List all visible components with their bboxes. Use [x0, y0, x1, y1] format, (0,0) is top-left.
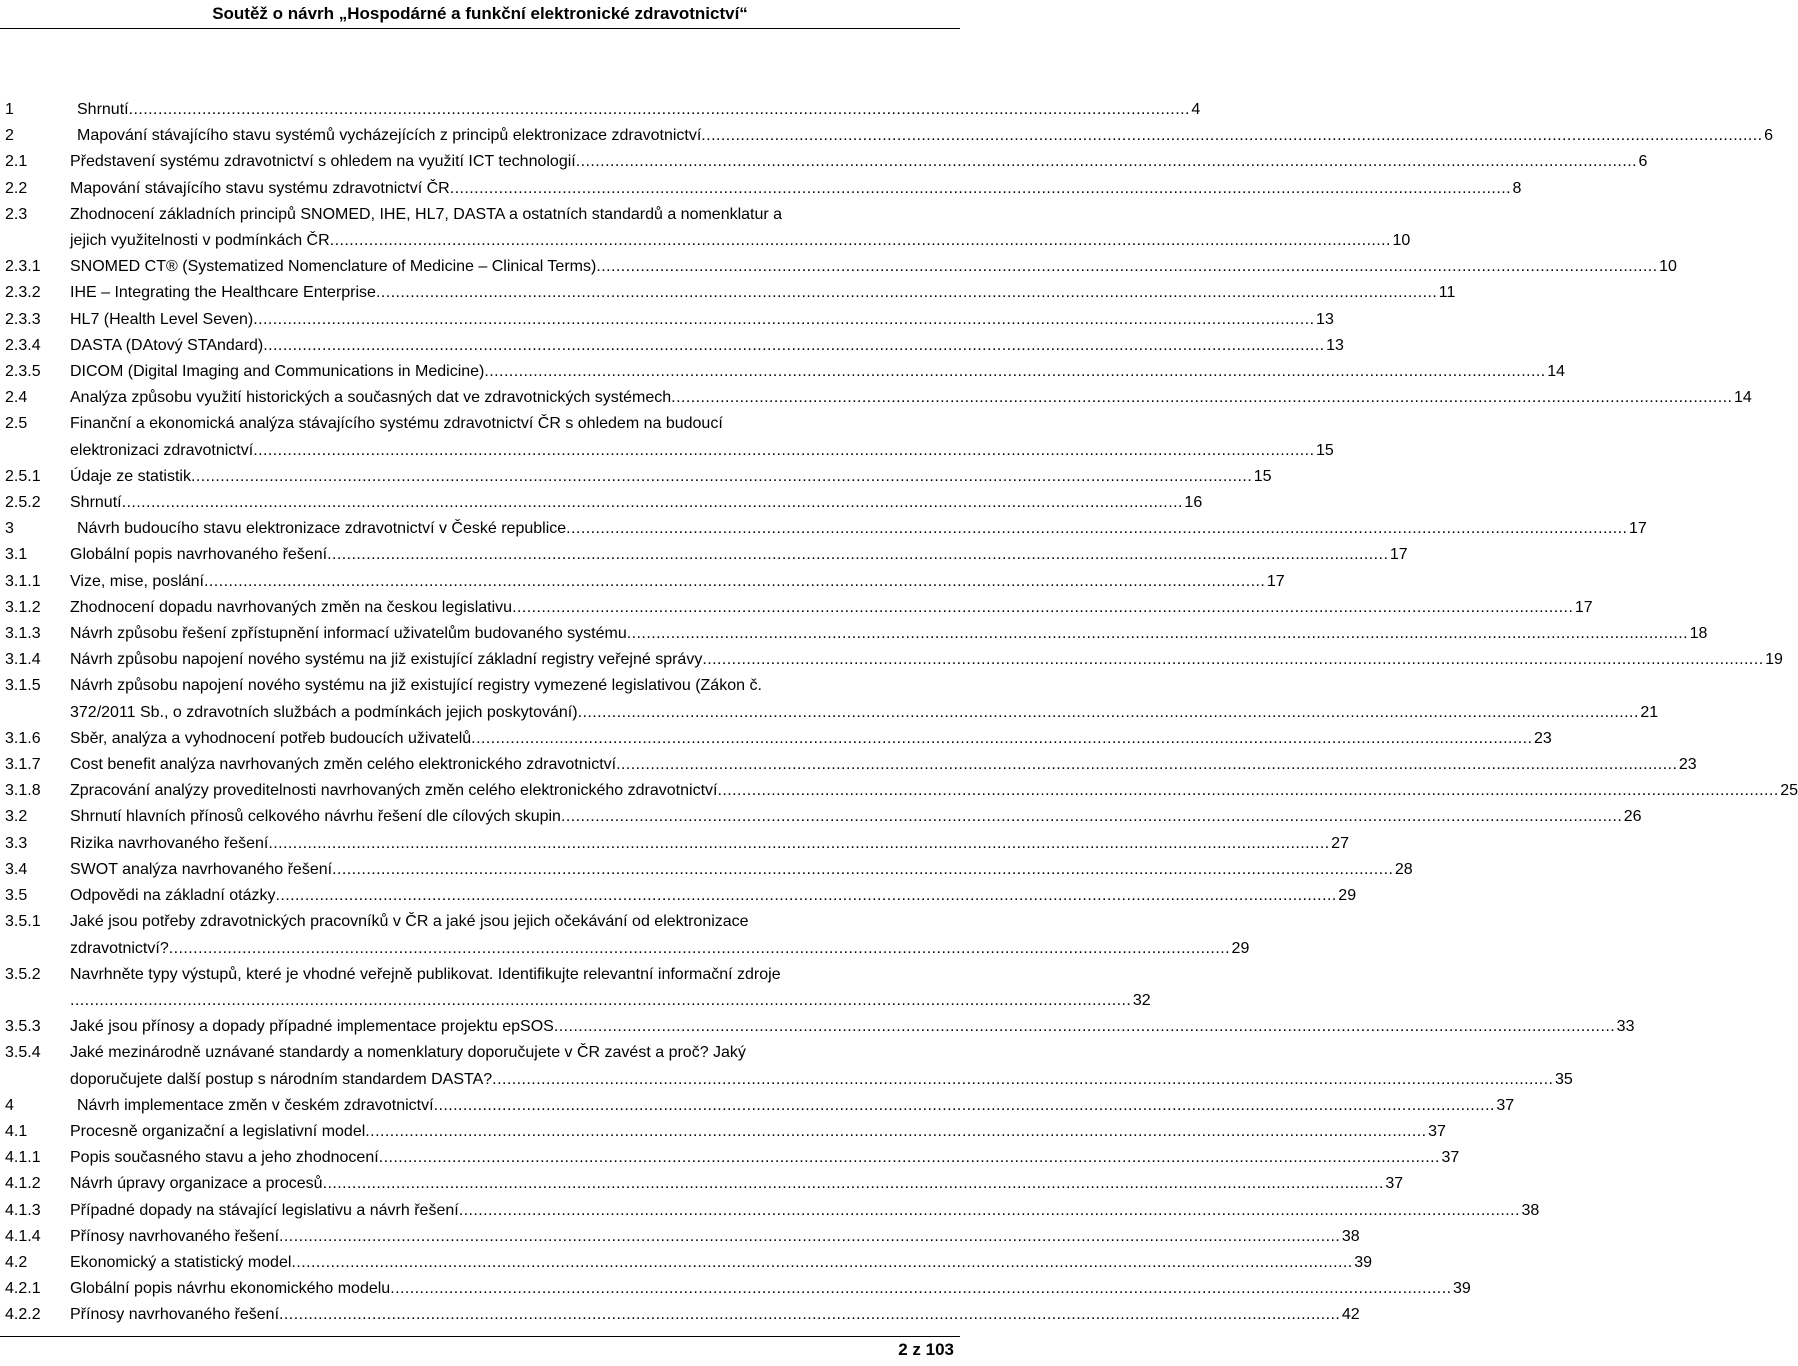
toc-entry-page: 8 — [1512, 179, 1522, 197]
toc-entry-number: 4.1.4 — [5, 1227, 41, 1245]
toc-entry[interactable] — [0, 621, 1708, 647]
toc-entry-number: 3.1.8 — [5, 782, 41, 800]
toc-entry-number: 4.2.2 — [5, 1306, 41, 1324]
toc-entry-page: 39 — [1354, 1253, 1373, 1271]
toc-entry[interactable] — [0, 726, 1552, 752]
toc-entry-number: 2.3 — [5, 205, 28, 223]
toc-entry-number: 2.3.4 — [5, 336, 41, 354]
header-divider — [0, 28, 960, 29]
toc-leader-dots — [253, 438, 1312, 464]
toc-leader-dots — [376, 280, 1435, 306]
toc-entry-page: 29 — [1231, 939, 1250, 957]
toc-entry-page: 23 — [1534, 729, 1552, 747]
table-of-contents — [0, 97, 1798, 1329]
toc-leader-dots — [561, 804, 1620, 830]
toc-entry-title: Ekonomický a statistický model — [70, 1253, 292, 1271]
toc-entry-title: Mapování stávajícího stavu systému zdravotnictví ČR — [70, 179, 450, 197]
toc-entry-title: Přínosy navrhovaného řešení — [70, 1306, 280, 1324]
toc-entry-page: 37 — [1441, 1149, 1460, 1167]
toc-entry-line — [70, 254, 1677, 280]
toc-entry[interactable] — [0, 307, 1334, 333]
toc-entry-title: Sběr, analýza a vyhodnocení potřeb budoucích uživatelů — [70, 729, 472, 747]
toc-entry[interactable] — [0, 883, 1357, 909]
toc-entry-number: 3.2 — [5, 808, 28, 826]
toc-entry[interactable] — [0, 516, 1647, 542]
toc-entry-title: 372/2011 Sb., o zdravotních službách a podmínkách jejich poskytování) — [70, 703, 578, 721]
toc-entry-title-first-line: Jaké jsou potřeby zdravotnických pracovníků v ČR a jaké jsou jejich očekávání od elektronizace — [70, 913, 749, 931]
toc-entry[interactable] — [0, 464, 1272, 490]
toc-leader-dots — [122, 490, 1181, 516]
toc-entry-title: Analýza způsobu využití historických a současných dat ve zdravotnických systémech — [70, 389, 672, 407]
toc-leader-dots — [566, 516, 1625, 542]
toc-entry-number: 4.1.3 — [5, 1201, 41, 1219]
toc-leader-dots — [717, 778, 1776, 804]
toc-entry-page: 42 — [1341, 1306, 1360, 1324]
toc-entry[interactable] — [0, 542, 1408, 568]
toc-entry-title: Přínosy navrhovaného řešení — [70, 1227, 280, 1245]
toc-entry[interactable] — [0, 1014, 1635, 1040]
toc-entry-page: 28 — [1394, 860, 1413, 878]
toc-entry-title: Procesně organizační a legislativní model — [70, 1122, 366, 1140]
toc-leader-dots — [596, 254, 1655, 280]
toc-entry-title: Mapování stávajícího stavu systémů vycházejících z principů elektronizace zdravotnictví — [77, 127, 702, 145]
toc-leader-dots — [191, 464, 1250, 490]
toc-entry-number: 2 — [5, 127, 14, 145]
toc-entry-page: 6 — [1764, 127, 1774, 145]
toc-entry-page: 17 — [1574, 598, 1593, 616]
toc-entry-number: 4 — [5, 1096, 14, 1114]
toc-entry-line — [70, 176, 1522, 202]
toc-entry-title: SWOT analýza navrhovaného řešení — [70, 860, 333, 878]
toc-entry-line — [70, 307, 1334, 333]
toc-entry-page: 10 — [1392, 232, 1411, 250]
toc-leader-dots — [616, 752, 1675, 778]
page-header-title: Soutěž o návrh „Hospodárné a funkční elektronické zdravotnictví“ — [212, 4, 748, 23]
toc-entry[interactable] — [0, 1171, 1404, 1197]
toc-entry-page: 26 — [1623, 808, 1642, 826]
toc-entry-line — [77, 516, 1647, 542]
toc-entry-line — [70, 700, 1659, 726]
toc-entry-line — [70, 1014, 1635, 1040]
toc-entry-line — [70, 149, 1648, 175]
footer-divider — [0, 1336, 960, 1337]
toc-entry[interactable] — [0, 647, 1783, 673]
toc-entry-line — [70, 1302, 1360, 1328]
toc-entry-number: 2.4 — [5, 389, 28, 407]
toc-entry-page: 11 — [1438, 284, 1456, 302]
toc-entry-title: doporučujete další postup s národním standardem DASTA? — [70, 1070, 493, 1088]
toc-entry[interactable] — [0, 1040, 1573, 1092]
toc-entry[interactable] — [0, 333, 1344, 359]
toc-entry-line — [70, 464, 1272, 490]
toc-entry-line — [77, 1093, 1515, 1119]
toc-leader-dots — [554, 1014, 1613, 1040]
toc-entry-title-first-line: Návrh způsobu napojení nového systému na již existující registry vymezené legislativou (Zákon č. — [70, 677, 762, 695]
toc-entry-page: 4 — [1191, 101, 1201, 118]
toc-entry-number: 2.2 — [5, 179, 28, 197]
toc-entry-title: jejich využitelnosti v podmínkách ČR — [70, 232, 330, 250]
toc-entry-page: 38 — [1341, 1227, 1360, 1245]
toc-entry-number: 3 — [5, 520, 14, 538]
toc-entry[interactable] — [0, 804, 1642, 830]
toc-leader-dots — [169, 936, 1228, 962]
toc-entry-line — [70, 1067, 1573, 1093]
toc-entry-title: Shrnutí — [70, 494, 122, 512]
toc-entry[interactable] — [0, 123, 1774, 149]
toc-leader-dots — [279, 1224, 1338, 1250]
toc-entry-number: 3.1.4 — [5, 651, 41, 669]
toc-entry[interactable] — [0, 359, 1565, 385]
toc-entry-line — [70, 647, 1783, 673]
toc-entry-line — [70, 831, 1349, 857]
toc-entry-title: Návrh způsobu řešení zpřístupnění informací uživatelům budovaného systému — [70, 625, 627, 643]
toc-leader-dots — [253, 307, 1312, 333]
toc-entry-line — [70, 857, 1413, 883]
toc-entry-line — [70, 726, 1552, 752]
toc-entry-title: SNOMED CT® (Systematized Nomenclature of Medicine – Clinical Terms) — [70, 258, 597, 276]
toc-entry-page: 35 — [1555, 1070, 1573, 1088]
toc-entry-page: 37 — [1496, 1096, 1515, 1114]
toc-leader-dots — [327, 542, 1386, 568]
toc-leader-dots — [459, 1198, 1518, 1224]
toc-entry-line — [77, 123, 1774, 149]
toc-leader-dots — [471, 726, 1530, 752]
toc-entry-page: 19 — [1765, 651, 1783, 669]
toc-entry-number: 3.1.7 — [5, 756, 41, 774]
toc-entry-page: 10 — [1659, 258, 1677, 276]
toc-entry-page: 6 — [1638, 153, 1648, 171]
toc-leader-dots — [204, 569, 1263, 595]
toc-leader-dots — [484, 359, 1543, 385]
toc-entry[interactable] — [0, 857, 1413, 883]
toc-entry-line — [70, 621, 1708, 647]
toc-entry-number: 3.5.3 — [5, 1018, 41, 1036]
toc-entry-number: 4.2.1 — [5, 1280, 41, 1298]
toc-entry[interactable] — [0, 1302, 1360, 1328]
toc-entry-line — [70, 988, 1151, 1014]
toc-entry-page: 18 — [1689, 625, 1708, 643]
toc-entry-number: 3.1.2 — [5, 598, 41, 616]
toc-entry-line — [70, 1198, 1540, 1224]
toc-entry-number: 2.3.2 — [5, 284, 41, 302]
toc-leader-dots — [279, 1302, 1338, 1328]
toc-entry-line — [70, 359, 1565, 385]
toc-entry-page: 17 — [1628, 520, 1647, 538]
toc-leader-dots — [492, 1067, 1551, 1093]
toc-entry-number: 4.1 — [5, 1122, 28, 1140]
toc-entry-number: 2.5.2 — [5, 494, 41, 512]
toc-entry-title: DICOM (Digital Imaging and Communications in Medicine) — [70, 363, 485, 381]
toc-entry-title: Odpovědi na základní otázky — [70, 887, 276, 905]
toc-entry-title: Vize, mise, poslání — [70, 572, 204, 590]
toc-entry[interactable] — [0, 280, 1456, 306]
toc-entry-page: 13 — [1326, 336, 1344, 354]
toc-entry-page: 17 — [1266, 572, 1285, 590]
toc-entry[interactable] — [0, 673, 1659, 725]
toc-entry-title: Shrnutí hlavních přínosů celkového návrhu řešení dle cílových skupin — [70, 808, 561, 826]
toc-entry-line — [70, 804, 1642, 830]
toc-entry[interactable] — [0, 411, 1334, 463]
toc-entry-number: 2.5 — [5, 415, 28, 433]
toc-entry-page: 15 — [1316, 441, 1334, 459]
toc-entry-page: 23 — [1678, 756, 1697, 774]
toc-entry-title-first-line: Finanční a ekonomická analýza stávajícího systému zdravotnictví ČR s ohledem na budoucí — [70, 415, 723, 433]
toc-entry-line — [70, 778, 1798, 804]
toc-entry-number: 2.5.1 — [5, 467, 41, 485]
toc-entry[interactable] — [0, 1250, 1373, 1276]
toc-entry-line — [70, 542, 1408, 568]
toc-entry[interactable] — [0, 254, 1677, 280]
toc-leader-dots — [701, 123, 1760, 149]
toc-entry-line — [70, 752, 1697, 778]
toc-entry-title-first-line: Jaké mezinárodně uznávané standardy a nomenklatury doporučujete v ČR zavést a proč? Jaký — [70, 1044, 746, 1062]
toc-leader-dots — [379, 1145, 1438, 1171]
toc-entry-title: Cost benefit analýza navrhovaných změn celého elektronického zdravotnictví — [70, 756, 617, 774]
toc-entry-title: Návrh implementace změn v českém zdravotnictví — [77, 1096, 434, 1114]
toc-entry-title: Globální popis návrhu ekonomického modelu — [70, 1280, 391, 1298]
page-number: 2 z 103 — [898, 1340, 954, 1359]
toc-entry-line — [70, 569, 1285, 595]
toc-entry-number: 3.1.1 — [5, 572, 41, 590]
toc-entry[interactable] — [0, 1224, 1360, 1250]
toc-leader-dots — [129, 97, 1188, 123]
toc-entry-line — [70, 1250, 1373, 1276]
toc-leader-dots — [450, 176, 1509, 202]
toc-entry-number: 3.1 — [5, 546, 28, 564]
toc-entry-number: 3.1.3 — [5, 625, 41, 643]
toc-leader-dots — [702, 647, 1761, 673]
toc-entry-title: Představení systému zdravotnictví s ohledem na využití ICT technologií — [70, 153, 576, 171]
toc-leader-dots — [578, 700, 1637, 726]
toc-entry-page: 14 — [1734, 389, 1752, 407]
toc-entry-title: Návrh úpravy organizace a procesů — [70, 1175, 323, 1193]
toc-entry-page: 25 — [1780, 782, 1798, 800]
toc-leader-dots — [263, 333, 1322, 359]
toc-entry-number: 3.5.2 — [5, 965, 41, 983]
toc-entry-title: zdravotnictví? — [70, 939, 169, 957]
toc-entry-page: 32 — [1132, 991, 1151, 1009]
toc-entry-title: DASTA (DAtový STAndard) — [70, 336, 264, 354]
toc-leader-dots — [390, 1276, 1449, 1302]
toc-entry-page: 14 — [1547, 363, 1565, 381]
toc-entry-line — [70, 438, 1334, 464]
toc-entry[interactable] — [0, 962, 1151, 1014]
toc-entry[interactable] — [0, 1145, 1460, 1171]
toc-entry[interactable] — [0, 1119, 1446, 1145]
toc-leader-dots — [576, 149, 1635, 175]
toc-entry-title: Popis současného stavu a jeho zhodnocení — [70, 1149, 379, 1167]
toc-entry-title-first-line: Zhodnocení základních principů SNOMED, IHE, HL7, DASTA a ostatních standardů a nomenklatur a — [70, 205, 783, 223]
toc-entry-title: HL7 (Health Level Seven) — [70, 310, 254, 328]
toc-entry-number: 3.3 — [5, 834, 28, 852]
toc-entry-number: 3.4 — [5, 860, 28, 878]
toc-entry-title: Shrnutí — [77, 101, 129, 118]
toc-entry-page: 17 — [1389, 546, 1408, 564]
toc-entry-page: 27 — [1331, 834, 1349, 852]
toc-entry[interactable] — [0, 595, 1593, 621]
toc-entry[interactable] — [0, 202, 1411, 254]
toc-entry-page: 29 — [1338, 887, 1357, 905]
toc-leader-dots — [275, 883, 1334, 909]
toc-entry-title: Rizika navrhovaného řešení — [70, 834, 269, 852]
toc-entry-title: elektronizaci zdravotnictví — [70, 441, 254, 459]
toc-entry-line — [70, 595, 1593, 621]
toc-entry-line — [70, 883, 1357, 909]
toc-entry-page: 21 — [1640, 703, 1659, 721]
toc-entry-number: 4.1.2 — [5, 1175, 41, 1193]
toc-entry[interactable] — [0, 752, 1697, 778]
toc-entry-line — [77, 97, 1201, 123]
toc-entry-title: Jaké jsou přínosy a dopady případné implementace projektu epSOS — [70, 1018, 554, 1036]
toc-leader-dots — [627, 621, 1686, 647]
toc-entry-title: Zpracování analýzy proveditelnosti navrhovaných změn celého elektronického zdravotnictví — [70, 782, 718, 800]
toc-leader-dots — [291, 1250, 1350, 1276]
toc-entry-number: 2.3.1 — [5, 258, 41, 276]
toc-entry-number: 3.1.5 — [5, 677, 41, 695]
toc-entry-page: 37 — [1385, 1175, 1404, 1193]
toc-entry-number: 3.5 — [5, 887, 28, 905]
toc-entry-page: 37 — [1428, 1122, 1446, 1140]
toc-leader-dots — [330, 228, 1389, 254]
toc-entry-line — [70, 936, 1250, 962]
toc-entry-number: 3.1.6 — [5, 729, 41, 747]
toc-entry-number: 2.3.3 — [5, 310, 41, 328]
toc-entry-line — [70, 1119, 1446, 1145]
toc-entry[interactable] — [0, 831, 1349, 857]
toc-entry[interactable] — [0, 909, 1250, 961]
toc-entry-title: Údaje ze statistik — [70, 467, 191, 485]
toc-entry-title: Návrh budoucího stavu elektronizace zdravotnictví v České republice — [77, 520, 567, 538]
toc-entry-page: 33 — [1616, 1018, 1635, 1036]
toc-entry-page: 15 — [1253, 467, 1272, 485]
toc-entry-number: 2.1 — [5, 153, 28, 171]
toc-entry-title: Zhodnocení dopadu navrhovaných změn na českou legislativu — [70, 598, 513, 616]
toc-entry[interactable] — [0, 1198, 1540, 1224]
toc-entry-line — [70, 1171, 1404, 1197]
toc-entry-line — [70, 333, 1344, 359]
toc-entry-line — [70, 280, 1456, 306]
toc-entry[interactable] — [0, 1093, 1515, 1119]
toc-entry-line — [70, 228, 1411, 254]
toc-entry-number: 2.3.5 — [5, 363, 41, 381]
toc-entry-title: Návrh způsobu napojení nového systému na již existující základní registry veřejné správy — [70, 651, 703, 669]
toc-leader-dots — [268, 831, 1327, 857]
toc-leader-dots — [332, 857, 1391, 883]
toc-entry[interactable] — [0, 176, 1522, 202]
toc-entry[interactable] — [0, 385, 1752, 411]
toc-entry[interactable] — [0, 490, 1203, 516]
toc-entry-page: 16 — [1184, 494, 1203, 512]
toc-entry-line — [70, 490, 1203, 516]
toc-leader-dots — [365, 1119, 1424, 1145]
toc-entry-number: 1 — [5, 101, 14, 118]
toc-entry[interactable] — [0, 778, 1798, 804]
toc-entry-title: Případné dopady na stávající legislativu a návrh řešení — [70, 1201, 459, 1219]
toc-entry-title: Globální popis navrhovaného řešení — [70, 546, 328, 564]
toc-entry-page: 13 — [1316, 310, 1334, 328]
toc-entry-page: 38 — [1521, 1201, 1540, 1219]
toc-entry-number: 3.5.1 — [5, 913, 41, 931]
toc-entry-line — [70, 1224, 1360, 1250]
toc-entry[interactable] — [0, 97, 1201, 123]
toc-entry-page: 39 — [1453, 1280, 1471, 1298]
toc-leader-dots — [434, 1093, 1493, 1119]
toc-entry-line — [70, 385, 1752, 411]
toc-entry-line — [70, 1145, 1460, 1171]
toc-entry-line — [70, 1276, 1471, 1302]
toc-leader-dots — [70, 988, 1129, 1014]
toc-leader-dots — [512, 595, 1571, 621]
toc-leader-dots — [671, 385, 1730, 411]
toc-entry[interactable] — [0, 1276, 1471, 1302]
toc-entry[interactable] — [0, 149, 1648, 175]
toc-entry-number: 4.2 — [5, 1253, 28, 1271]
toc-entry-number: 3.5.4 — [5, 1044, 41, 1062]
toc-entry-title-first-line: Navrhněte typy výstupů, které je vhodné veřejně publikovat. Identifikujte relevantní informační zdroje — [70, 965, 781, 983]
toc-entry[interactable] — [0, 569, 1285, 595]
toc-entry-number: 4.1.1 — [5, 1149, 41, 1167]
toc-entry-title: IHE – Integrating the Healthcare Enterprise — [70, 284, 376, 302]
toc-leader-dots — [323, 1171, 1382, 1197]
